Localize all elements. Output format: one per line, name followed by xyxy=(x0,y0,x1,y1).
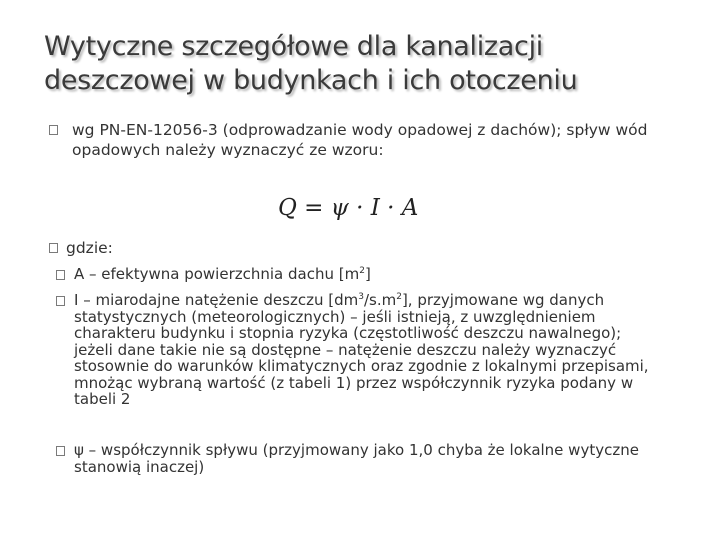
sub-bullet-intensity xyxy=(74,292,664,408)
title-line-1: Wytyczne szczegółowe dla kanalizacji xyxy=(44,31,543,62)
title-line-2: deszczowej w budynkach i ich otoczeniu xyxy=(44,65,578,96)
sub-bullet-area-text: A – efektywna powierzchnia dachu $[m^2]$ xyxy=(74,265,371,283)
square-bullet-icon xyxy=(49,125,58,135)
square-bullet-icon xyxy=(56,296,65,306)
slide-title xyxy=(44,30,694,98)
formula: Q = ψ · I · A xyxy=(278,195,419,221)
bullet-where-text: gdzie: xyxy=(66,239,113,257)
sub-bullet-area xyxy=(74,266,664,283)
sub-bullet-intensity-text: I – miarodajne natężenie deszczu $[dm^3/s.m^2]$, przyjmowane wg danych statystycznych (meteorologicznych) – jeśli istnieją, z uwzględnieniem charakteru budynku i stopnia ryzyka (częstotliwość deszczu nawalnego); jeżeli dane takie nie są dostępne – natężenie deszczu należy wyznaczyć stosownie do warunków klimatycznych oraz zgodnie z lokalnymi przepisami, mnożąc wybraną wartość (z tabeli 1) przez współczynnik ryzyka podany w tabeli 2 xyxy=(74,291,649,408)
square-bullet-icon xyxy=(56,270,65,280)
square-bullet-icon xyxy=(49,243,58,253)
sub-bullet-runoff xyxy=(74,442,664,475)
bullet-where xyxy=(66,238,686,258)
bullet-standard-text: wg PN-EN-12056-3 (odprowadzanie wody opadowej z dachów); spływ wód opadowych należy wyznaczyć ze wzoru: xyxy=(72,121,648,159)
square-bullet-icon xyxy=(56,446,65,456)
sub-bullet-runoff-text: ψ – współczynnik spływu (przyjmowany jako 1,0 chyba że lokalne wytyczne stanowią inaczej) xyxy=(74,441,639,476)
bullet-standard xyxy=(72,120,672,160)
